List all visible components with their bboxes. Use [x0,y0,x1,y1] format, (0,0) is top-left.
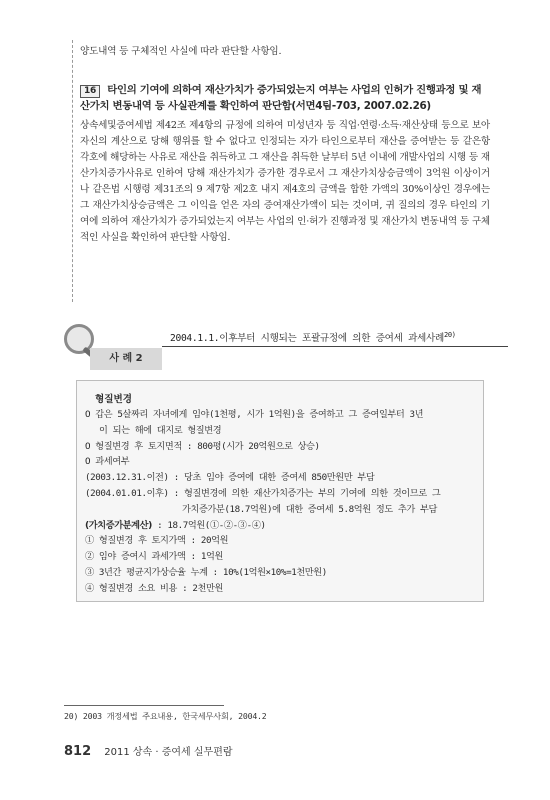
question-number-badge: 16 [80,85,100,98]
example-line [85,518,477,534]
footnote-ref: 20) [443,330,456,339]
answer-paragraph: 상속세및증여세법 제42조 제4항의 규정에 의하여 미성년자 등 직업·연령·소득·재산상태 등으로 보아 자신의 계산으로 당해 행위를 할 수 없다고 인정되는 자가 타인으로부터 재산을 증여받는 등 같은항 각호에 해당하는 사유로 재산을 취득하고 그 재산을 취득한 날부터 5년 이내에 개발사업의 시행 등 재산가치증가사유로 인하여 당해 재산가치가 증가한 경우로서 그 재산가치상승금액이 3억원 이상이거나 같은법 시행령 제31조의 9 제7항 제2호 내지 제4호의 금액을 합한 가액의 30%이상인 경우에는 그 재산가치상승금액은 그 이익을 얻은 자의 증여재산가액이 되는 것이며, 귀 질의의 경우 타인의 기여에 의하여 재산가치가 증가되었는지 여부는 사업의 인·허가 진행과정 및 재산가치 변동내역 등 구체적인 사실을 확인하여 판단할 사항임. [80,120,490,243]
example-line: 이 되는 해에 대지로 형질변경 [99,424,222,436]
example-line: 가치증가분(18.7억원)에 대한 증여세 5.8억원 정도 추가 부담 [182,503,437,515]
example-line: O 과세여부 [85,456,130,468]
example-line: ② 임야 증여시 과세가액 : 1억원 [85,551,223,563]
intro-line: 양도내역 등 구체적인 사실에 따라 판단할 사항임. [80,46,282,57]
example-heading: 형질변경 [95,394,133,405]
example-line: ① 형질변경 후 토지가액 : 20억원 [85,535,229,547]
calc-label: (가치증가분계산) [85,519,152,531]
book-title: 2011 상속 · 증여세 실무편람 [104,747,233,758]
footnote: 20) 2003 개정세법 주요내용, 한국세무사회, 2004.2 [64,711,267,721]
example-title-rule [162,346,508,347]
calc-value: : 18.7억원(①-②-③-④) [151,519,266,531]
margin-dashed-line [72,40,73,302]
example-body [85,391,477,597]
question-title: 타인의 기여에 의하여 재산가치가 증가되었는지 여부는 사업의 인허가 진행과정 및 재산가치 변동내역 등 사실관계를 확인하여 판단함(서면4팀-703, 2007.02.26) [80,84,482,112]
example-line: O 형질변경 후 토지면적 : 800평(시가 20억원으로 상승) [85,440,320,452]
example-line: (2003.12.31.이전) : 당초 임야 증여에 대한 증여세 850만원만 부담 [85,472,375,484]
example-label: 사 례 2 [90,348,162,370]
footnote-rule [64,705,224,706]
page-number: 812 [64,744,92,759]
example-line: O 갑은 5살짜리 자녀에게 임야(1천평, 시가 1억원)을 증여하고 그 증여일부터 3년 [85,409,424,420]
example-title: 2004.1.1.이후부터 시행되는 포괄규정에 의한 증여세 과세사례$^{20)}$ [170,330,456,344]
main-content [80,44,490,246]
example-box [76,380,484,602]
example-line: ④ 형질변경 소요 비용 : 2천만원 [85,582,223,594]
example-header [64,322,508,374]
page-footer [64,740,233,759]
example-line: (2004.01.01.이후) : 형질변경에 의한 재산가치증가는 부의 기여에 의한 것이므로 그 [85,487,441,499]
question-heading [80,82,490,114]
example-line: ③ 3년간 평균지가상승율 누계 : 10%(1억원×10%=1천만원) [85,566,327,578]
